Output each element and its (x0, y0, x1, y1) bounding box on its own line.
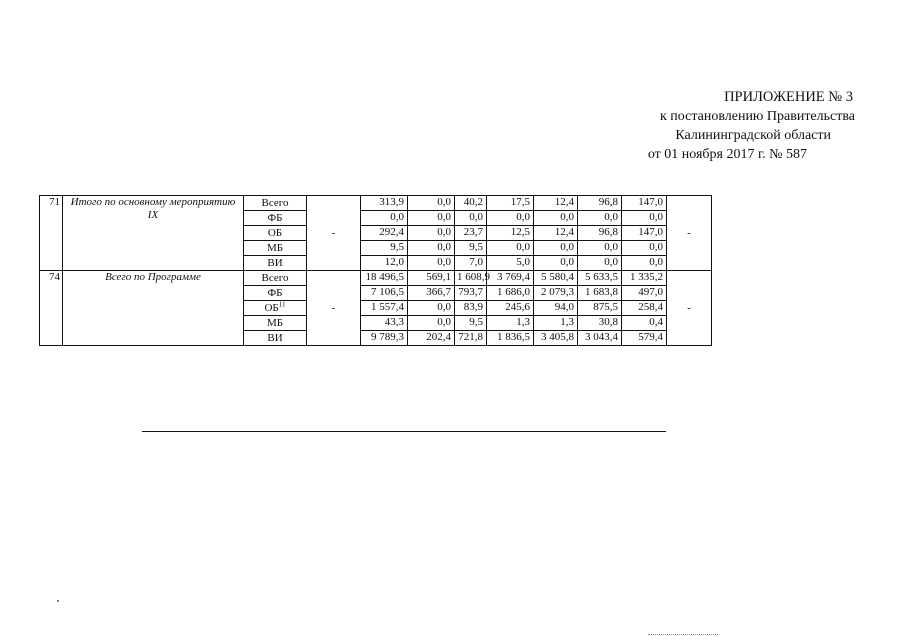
funding-source (244, 331, 307, 346)
value-cell: 793,7 (455, 286, 487, 301)
value-cell: 1 557,4 (361, 301, 408, 316)
signature-line (142, 431, 666, 432)
funding-source-label: Всего (261, 271, 289, 284)
value-cell: 2 079,3 (534, 286, 578, 301)
value-cell: 569,1 (408, 271, 455, 286)
funding-source-label: ФБ (267, 211, 283, 224)
funding-source-label: МБ (266, 316, 284, 329)
funding-source-label: Всего (261, 196, 289, 209)
value-cell: 245,6 (487, 301, 534, 316)
executor-cell: - (307, 196, 361, 271)
resolution-date: от 01 ноября 2017 г. № 587 (647, 147, 807, 162)
funding-source-label: ВИ (267, 331, 283, 344)
result-cell: - (667, 196, 712, 271)
measure-name: Всего по Программе (63, 271, 244, 346)
value-cell: 0,0 (622, 256, 667, 271)
budget-table (39, 195, 860, 346)
funding-source (244, 256, 307, 271)
row-number: 74 (40, 271, 63, 346)
value-cell: 3 769,4 (487, 271, 534, 286)
value-cell: 1 683,8 (578, 286, 622, 301)
funding-source (244, 211, 307, 226)
value-cell: 9,5 (455, 316, 487, 331)
value-cell: 0,0 (408, 196, 455, 211)
funding-source (244, 241, 307, 256)
value-cell: 12,4 (534, 196, 578, 211)
value-cell: 202,4 (408, 331, 455, 346)
value-cell: 313,9 (361, 196, 408, 211)
value-cell: 0,0 (361, 211, 408, 226)
value-cell: 23,7 (455, 226, 487, 241)
table-row (40, 196, 860, 211)
funding-source-label: ОБ (264, 301, 279, 314)
value-cell: 875,5 (578, 301, 622, 316)
value-cell: 1 335,2 (622, 271, 667, 286)
value-cell: 0,0 (408, 211, 455, 226)
value-cell: 0,0 (578, 256, 622, 271)
funding-source (244, 196, 307, 211)
table-row (40, 271, 860, 286)
value-cell: 0,0 (534, 241, 578, 256)
funding-source-label: МБ (266, 241, 284, 254)
result-cell: - (667, 271, 712, 346)
value-cell: 0,4 (622, 316, 667, 331)
value-cell: 7 106,5 (361, 286, 408, 301)
value-cell: 5,0 (487, 256, 534, 271)
value-cell: 0,0 (578, 241, 622, 256)
budget-table-body (40, 196, 860, 346)
value-cell: 0,0 (408, 256, 455, 271)
funding-source (244, 301, 307, 316)
funding-source (244, 286, 307, 301)
value-cell: 5 580,4 (534, 271, 578, 286)
value-cell: 12,5 (487, 226, 534, 241)
funding-source-label: ВИ (267, 256, 283, 269)
funding-source (244, 226, 307, 241)
value-cell: 12,4 (534, 226, 578, 241)
value-cell: 9,5 (361, 241, 408, 256)
value-cell: 12,0 (361, 256, 408, 271)
executor-cell: - (307, 271, 361, 346)
value-cell: 94,0 (534, 301, 578, 316)
region-name: Калининградской области (675, 128, 831, 143)
value-cell: 30,8 (578, 316, 622, 331)
value-cell: 147,0 (622, 226, 667, 241)
value-cell: 1 686,0 (487, 286, 534, 301)
value-cell: 258,4 (622, 301, 667, 316)
funding-source (244, 316, 307, 331)
value-cell: 0,0 (578, 211, 622, 226)
value-cell: 0,0 (487, 211, 534, 226)
value-cell: 0,0 (534, 211, 578, 226)
value-cell: 1,3 (487, 316, 534, 331)
value-cell: 721,8 (455, 331, 487, 346)
value-cell: 83,9 (455, 301, 487, 316)
value-cell: 3 405,8 (534, 331, 578, 346)
row-number: 71 (40, 196, 63, 271)
value-cell: 0,0 (408, 226, 455, 241)
document-header (585, 88, 855, 164)
value-cell: 0,0 (622, 211, 667, 226)
value-cell: 497,0 (622, 286, 667, 301)
funding-source-footnote: 11 (278, 299, 286, 308)
value-cell: 0,0 (408, 301, 455, 316)
value-cell: 1 836,5 (487, 331, 534, 346)
value-cell: 9 789,3 (361, 331, 408, 346)
value-cell: 9,5 (455, 241, 487, 256)
value-cell: 1 608,9 (455, 271, 487, 286)
measure-name: Итого по основному мероприятию IX (63, 196, 244, 271)
value-cell: 40,2 (455, 196, 487, 211)
value-cell: 17,5 (487, 196, 534, 211)
value-cell: 0,0 (455, 211, 487, 226)
value-cell: 0,0 (408, 241, 455, 256)
value-cell: 147,0 (622, 196, 667, 211)
funding-source (244, 271, 307, 286)
value-cell: 0,0 (408, 316, 455, 331)
value-cell: 0,0 (487, 241, 534, 256)
value-cell: 579,4 (622, 331, 667, 346)
value-cell: 366,7 (408, 286, 455, 301)
value-cell: 7,0 (455, 256, 487, 271)
scan-speck (57, 600, 59, 602)
value-cell: 43,3 (361, 316, 408, 331)
resolution-reference: к постановлению Правительства (659, 109, 855, 124)
value-cell: 96,8 (578, 196, 622, 211)
scan-bottom-marks (648, 634, 718, 638)
value-cell: 0,0 (534, 256, 578, 271)
value-cell: 96,8 (578, 226, 622, 241)
appendix-title: ПРИЛОЖЕНИЕ № 3 (724, 89, 853, 105)
value-cell: 5 633,5 (578, 271, 622, 286)
value-cell: 18 496,5 (361, 271, 408, 286)
funding-source-label: ОБ (267, 226, 283, 239)
funding-source-label: ФБ (267, 286, 283, 299)
value-cell: 3 043,4 (578, 331, 622, 346)
value-cell: 1,3 (534, 316, 578, 331)
value-cell: 0,0 (622, 241, 667, 256)
value-cell: 292,4 (361, 226, 408, 241)
